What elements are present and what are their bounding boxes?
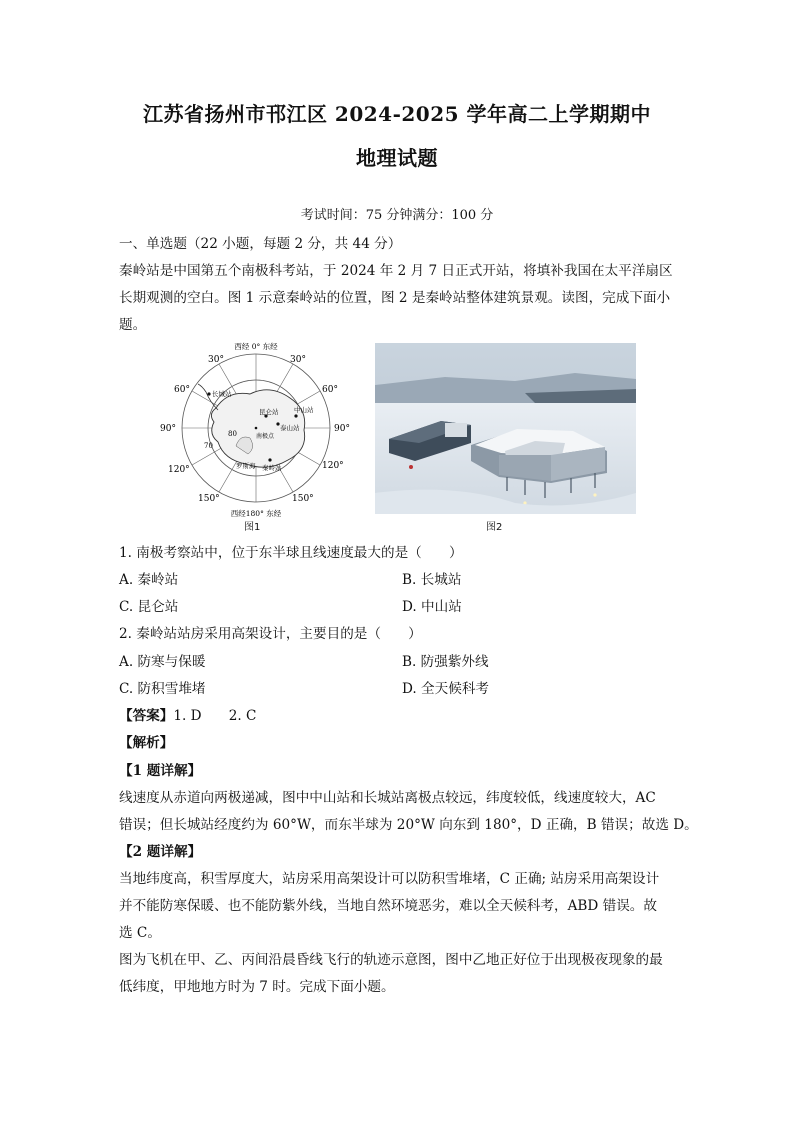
q2-detail-label: 【2 题详解】 bbox=[119, 844, 202, 860]
antarctica-map-figure bbox=[158, 338, 354, 518]
map-label-zhongshan: 中山站 bbox=[294, 406, 314, 414]
question-1-option-c: C. 昆仑站 bbox=[119, 599, 179, 615]
question-2-option-c: C. 防积雪堆堵 bbox=[119, 681, 206, 697]
map-label-lon120-w: 120° bbox=[168, 465, 190, 475]
q2-detail-line: 当地纬度高，积雪厚度大，站房采用高架设计可以防积雪堆堵，C 正确; 站房采用高架设计 bbox=[119, 871, 660, 887]
question-2-option-d: D. 全天候科考 bbox=[402, 681, 490, 697]
exam-info: 考试时间：75 分钟满分：100 分 bbox=[300, 208, 494, 223]
analysis-label: 【解析】 bbox=[119, 735, 174, 751]
map-label-lon90-w: 90° bbox=[160, 424, 176, 434]
question-1-option-b: B. 长城站 bbox=[402, 572, 462, 588]
map-label-lon150-e: 150° bbox=[292, 494, 314, 504]
map-label-bottom: 西经180° 东经 bbox=[230, 509, 282, 518]
q2-detail-line: 并不能防寒保暖、也不能防紫外线，当地自然环境恶劣，难以全天候科考，ABD 错误。故 bbox=[119, 898, 657, 914]
qinling-station-photo bbox=[375, 343, 636, 514]
next-intro-line: 图为飞机在甲、乙、丙间沿晨昏线飞行的轨迹示意图，图中乙地正好位于出现极夜现象的最 bbox=[119, 952, 663, 968]
map-label-lon120-e: 120° bbox=[322, 461, 344, 471]
map-label-top: 西经 0° 东经 bbox=[234, 342, 278, 351]
question-2-stem: 2. 秦岭站站房采用高架设计，主要目的是（ ） bbox=[119, 626, 422, 642]
answer-value: 1. D 2. C bbox=[173, 708, 257, 724]
map-label-taishan: 泰山站 bbox=[280, 424, 300, 432]
map-label-luosi: 罗斯海 bbox=[236, 462, 256, 470]
figure-1-caption: 图1 bbox=[244, 522, 261, 533]
exam-title: 江苏省扬州市邗江区 2024-2025 学年高二上学期期中 bbox=[142, 102, 652, 126]
question-1-stem: 1. 南极考察站中，位于东半球且线速度最大的是（ ） bbox=[119, 545, 463, 561]
intro-line: 秦岭站是中国第五个南极科考站，于 2024 年 2 月 7 日正式开站，将填补我国在太平洋扇区 bbox=[119, 263, 673, 279]
map-label-lon90-e: 90° bbox=[334, 424, 350, 434]
q1-detail-line: 错误；但长城站经度约为 60°W，而东半球为 20°W 向东到 180°，D 正确，B 错误；故选 D。 bbox=[119, 817, 698, 833]
station-illustration bbox=[375, 343, 636, 514]
map-label-lon30-e: 30° bbox=[290, 355, 306, 365]
q2-detail-line: 选 C。 bbox=[119, 925, 161, 941]
map-label-lon60-e: 60° bbox=[322, 385, 338, 395]
map-label-lat70: 70 bbox=[204, 442, 213, 450]
section-heading: 一、单选题（22 小题，每题 2 分，共 44 分） bbox=[119, 236, 402, 252]
q1-detail-label: 【1 题详解】 bbox=[119, 763, 202, 779]
map-label-changcheng: 长城站 bbox=[212, 390, 232, 398]
next-intro-line: 低纬度，甲地地方时为 7 时。完成下面小题。 bbox=[119, 979, 395, 995]
answer-label: 【答案】 bbox=[119, 708, 174, 724]
intro-line: 题。 bbox=[119, 317, 147, 333]
map-label-lon30-w: 30° bbox=[208, 355, 224, 365]
subject-title: 地理试题 bbox=[356, 146, 438, 170]
map-label-lon150-w: 150° bbox=[198, 494, 220, 504]
map-label-qinling: 秦岭站 bbox=[262, 464, 282, 472]
map-label-nanji: 南极点 bbox=[256, 433, 275, 440]
q1-detail-line: 线速度从赤道向两极递减，图中中山站和长城站离极点较远，纬度较低，线速度较大，AC bbox=[119, 790, 656, 806]
map-label-lon60-w: 60° bbox=[174, 385, 190, 395]
question-2-option-b: B. 防强紫外线 bbox=[402, 654, 489, 670]
question-1-option-d: D. 中山站 bbox=[402, 599, 462, 615]
question-1-option-a: A. 秦岭站 bbox=[119, 572, 179, 588]
polar-map bbox=[158, 338, 354, 518]
map-label-lat80: 80 bbox=[228, 430, 237, 438]
map-label-kunlun: 昆仑站 bbox=[259, 408, 279, 416]
intro-line: 长期观测的空白。图 1 示意秦岭站的位置，图 2 是秦岭站整体建筑景观。读图，完成下面小 bbox=[119, 290, 671, 306]
figure-2-caption: 图2 bbox=[486, 522, 503, 533]
answer-line bbox=[119, 704, 256, 724]
question-2-option-a: A. 防寒与保暖 bbox=[119, 654, 206, 670]
